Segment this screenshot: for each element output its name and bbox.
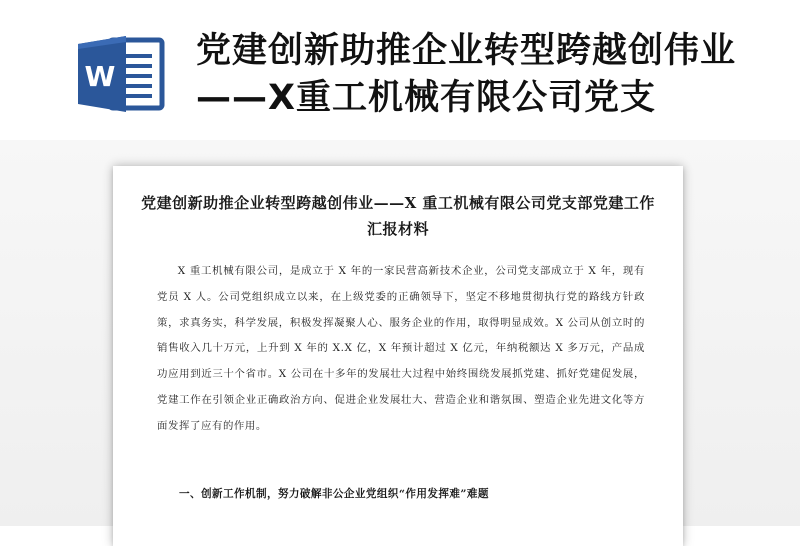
header-banner xyxy=(0,0,800,140)
svg-text:W: W xyxy=(84,60,116,93)
section-heading: 一、创新工作机制，努力破解非公企业党组织“作用发挥难”难题 xyxy=(179,488,489,500)
body-paragraph: X 重工机械有限公司，是成立于 X 年的一家民营高新技术企业，公司党支部成立于 X 年，现有党员 X 人。公司党组织成立以来，在上级党委的正确领导下，坚定不移地贯彻执行党的路线方针政策，求真务实，科学发展，积极发挥凝聚人心、服务企业的作用，取得明显成效。X 公司从创立时的销售收入几十万元，上升到 X 年的 X.X 亿，X 年预计超过 X 亿元，年纳税额达 X 多万元，产品成功应用到近三十个省市。X 公司在十多年的发展壮大过程中始终围绕发展抓党建、抓好党建促发展，党建工作在引领企业正确政治方向、促进企业发展壮大、营造企业和谐氛围、塑造企业先进文化等方面发挥了应有的作用。 xyxy=(157,265,645,432)
document-title: 党建创新助推企业转型跨越创伟业——X 重工机械有限公司党支部党建工作汇报材料 xyxy=(141,194,655,238)
document-page xyxy=(113,166,683,546)
header-title: 党建创新助推企业转型跨越创伟业——X重工机械有限公司党支 xyxy=(196,31,737,118)
word-icon xyxy=(76,34,168,114)
